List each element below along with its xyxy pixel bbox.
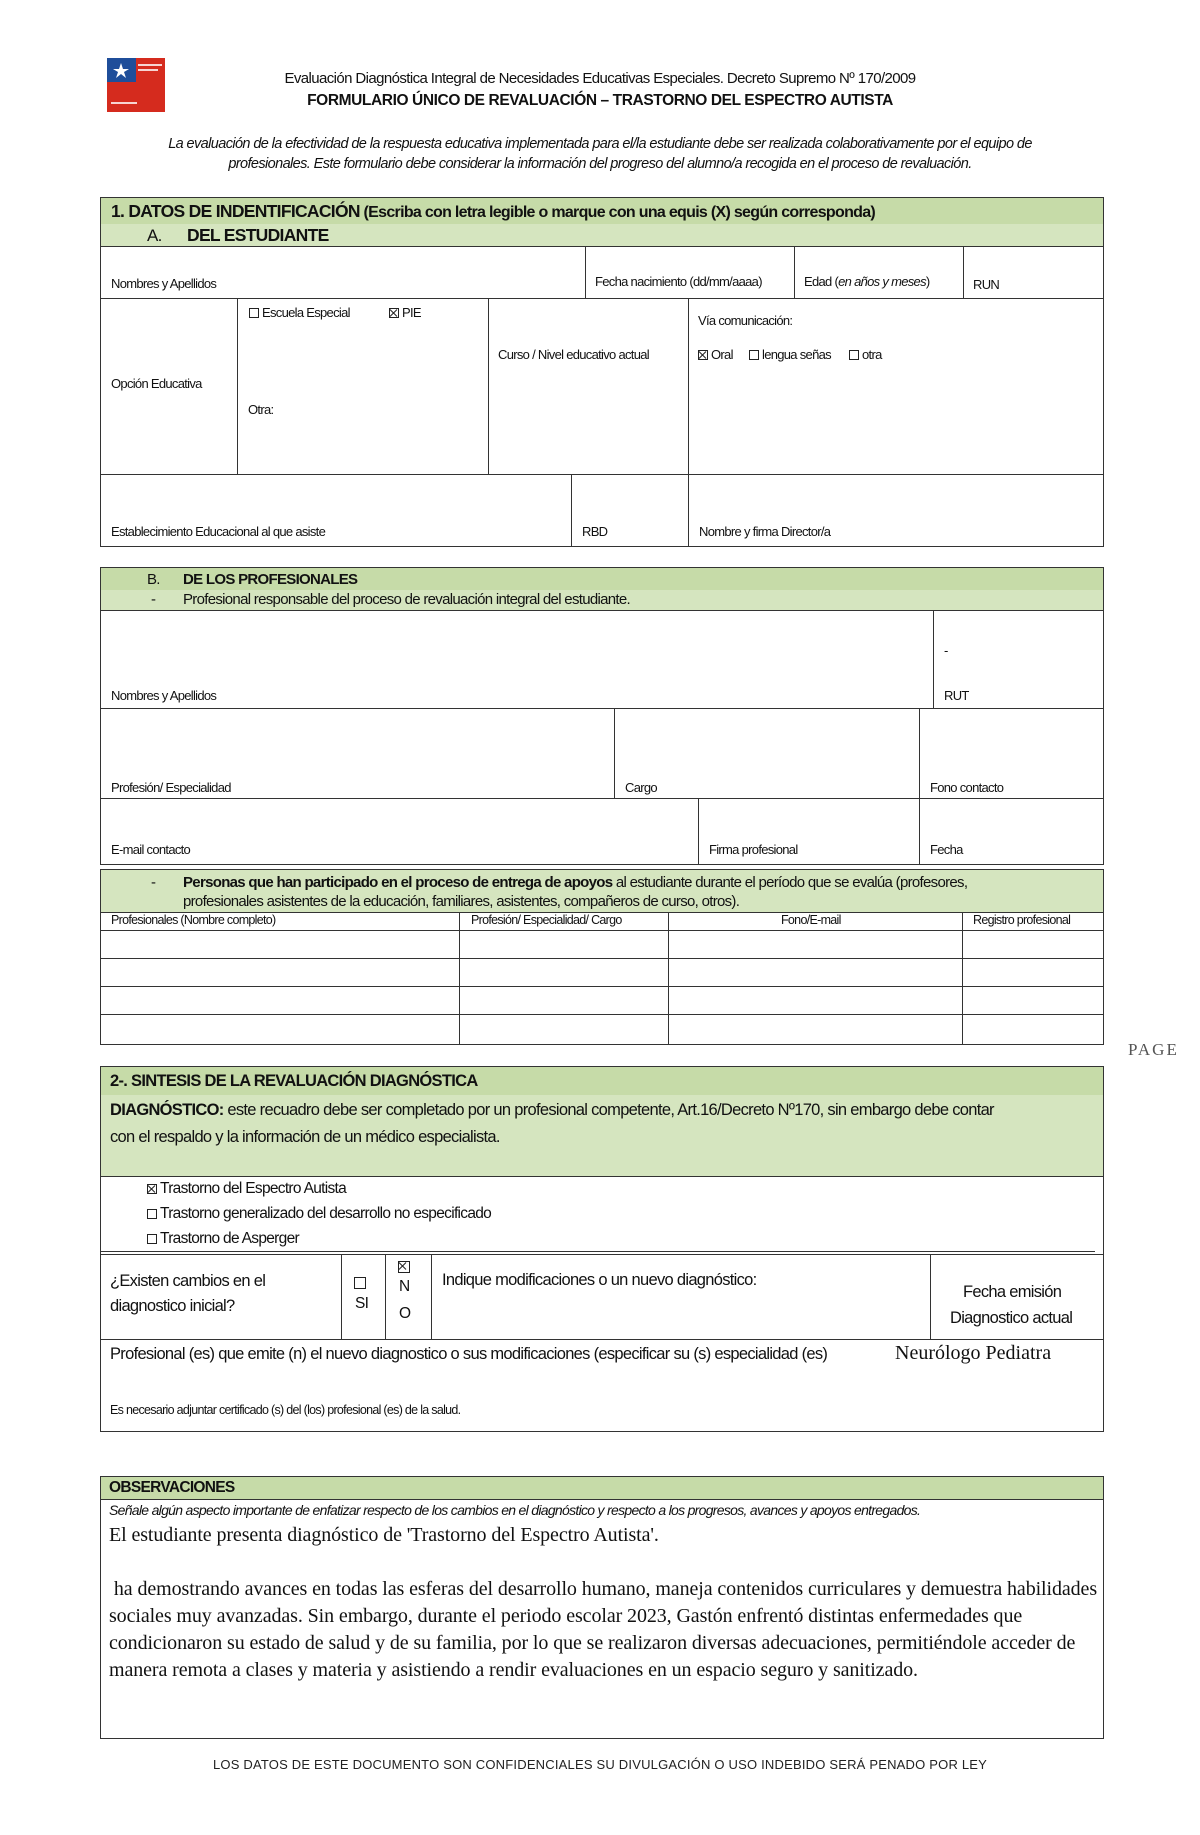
header-line-1: Evaluación Diagnóstica Integral de Necesidades Educativas Especiales. Decreto Supremo Nº 170/2009 [284, 70, 916, 87]
label-opcion-educativa: Opción Educativa [111, 376, 202, 391]
label-prof-nombres: Nombres y Apellidos [111, 688, 217, 703]
col-header-profesion: Profesión/ Especialidad/ Cargo [471, 913, 622, 927]
label-cambios: ¿Existen cambios en el [110, 1272, 266, 1290]
checkbox-lengua-senas[interactable]: lengua señas [749, 347, 831, 362]
footer-text: LOS DATOS DE ESTE DOCUMENTO SON CONFIDENCIALES SU DIVULGACIÓN O USO INDEBIDO SERÁ PENADO POR LEY [212, 1757, 988, 1772]
profesional-valor: Neurólogo Pediatra [895, 1342, 1052, 1364]
label-si: SI [355, 1295, 369, 1312]
student-row-1 [101, 246, 1103, 299]
label-fecha-emision: Fecha emisión [963, 1283, 1062, 1301]
label-cargo: Cargo [625, 780, 657, 795]
label-edad: Edad (en años y meses) [804, 274, 930, 289]
checkbox-otra-via[interactable]: otra [849, 347, 882, 362]
label-fecha-nacimiento: Fecha nacimiento (dd/mm/aaaa) [595, 274, 762, 289]
label-fecha-diagnostico: Diagnostico actual [950, 1309, 1073, 1327]
label-via-comunicacion: Vía comunicación: [698, 313, 793, 328]
label-nombres: Nombres y Apellidos [111, 276, 217, 291]
dash: - [151, 591, 156, 608]
label-curso: Curso / Nivel educativo actual [498, 347, 649, 362]
label-firma: Firma profesional [709, 842, 798, 857]
label-otra: Otra: [248, 402, 274, 417]
label-adjuntar: Es necesario adjuntar certificado (s) del (los) profesional (es) de la salud. [110, 1403, 461, 1417]
checkbox-escuela-especial[interactable]: Escuela Especial [249, 305, 350, 320]
label-establecimiento: Establecimiento Educacional al que asiste [111, 524, 326, 539]
label-fono: Fono contacto [930, 780, 1004, 795]
checkbox-pie[interactable]: PIE [389, 305, 421, 320]
checkbox-asperger[interactable]: Trastorno de Asperger [147, 1230, 299, 1248]
section-b-professionals [100, 567, 1104, 865]
label-rut: RUT [944, 688, 969, 703]
col-header-registro: Registro profesional [973, 913, 1071, 927]
section-2-diagnosis [100, 1066, 1104, 1432]
checkbox-no[interactable] [398, 1259, 413, 1277]
checkbox-icon [354, 1277, 366, 1289]
section-2-title: 2-. SINTESIS DE LA REVALUACIÓN DIAGNÓSTICA [110, 1072, 478, 1090]
observaciones-p2: ha demostrando avances en todas las esferas del desarrollo humano, maneja contenidos curriculares y demuestra habilidades sociales muy avanzadas. Sin embargo, durante el periodo escolar 2023, Gastón enfrentó distintas enfermedades que condicionaron su estado de salud y de su familia, por lo que se realizaron diversas adecuaciones, permitiéndole acceder de manera remota a clases y materia y asistiendo a rendir evaluaciones en un espacio seguro y sanitizado. [109, 1578, 1102, 1681]
checkbox-icon [249, 308, 259, 318]
checked-box-icon [698, 350, 708, 360]
checkbox-si[interactable] [354, 1275, 369, 1293]
label-director: Nombre y firma Director/a [699, 524, 831, 539]
section-1-title: 1. DATOS DE INDENTIFICACIÓN (Escriba con letra legible o marque con una equis (X) según corresponda) [111, 201, 876, 221]
personas-grid [101, 912, 1103, 1044]
observaciones-title: OBSERVACIONES [109, 1479, 235, 1496]
observaciones-hint: Señale algún aspecto importante de enfatizar respecto de los cambios en el diagnóstico y respecto a los progresos, avances y apoyos entregados. [109, 1502, 921, 1518]
observaciones-box [100, 1476, 1104, 1739]
checkbox-icon [749, 350, 759, 360]
checkbox-oral[interactable]: Oral [698, 347, 733, 362]
checkbox-tgd[interactable]: Trastorno generalizado del desarrollo no especificado [147, 1205, 491, 1223]
col-header-fono: Fono/E-mail [781, 913, 841, 927]
observaciones-p1: El estudiante presenta diagnóstico de 'Trastorno del Espectro Autista'. [109, 1524, 659, 1546]
diagnostico-text: DIAGNÓSTICO: este recuadro debe ser completado por un profesional competente, Art.16/Decreto Nº170, sin embargo debe contar [110, 1101, 994, 1119]
form-title: FORMULARIO ÚNICO DE REVALUACIÓN – TRASTORNO DEL ESPECTRO AUTISTA [307, 92, 893, 109]
section-b-letter: B. [147, 571, 160, 588]
checkbox-icon [849, 350, 859, 360]
checked-box-icon [389, 308, 399, 318]
checked-box-icon [398, 1261, 410, 1273]
page-mark: PAGE [1128, 1040, 1179, 1059]
personas-text: Personas que han participado en el proceso de entrega de apoyos al estudiante durante el período que se evalúa (profesores, [183, 874, 968, 891]
checkbox-tea[interactable]: Trastorno del Espectro Autista [147, 1180, 346, 1198]
rut-dash: - [944, 643, 948, 658]
label-indique: Indique modificaciones o un nuevo diagnóstico: [442, 1271, 757, 1289]
dash: - [151, 874, 156, 891]
personas-text-2: profesionales asistentes de la educación, familiares, asistentes, compañeros de curso, otros). [183, 893, 740, 910]
section-a-letter: A. [147, 226, 162, 245]
label-no-n: N [399, 1278, 410, 1295]
checkbox-icon [147, 1234, 157, 1244]
checkbox-icon [147, 1209, 157, 1219]
section-b-label: DE LOS PROFESIONALES [183, 571, 358, 588]
diagnostico-text-2: con el respaldo y la información de un médico especialista. [110, 1128, 500, 1146]
personas-table [100, 869, 1104, 1045]
prof-row-3 [101, 798, 1103, 864]
label-rbd: RBD [582, 524, 608, 539]
prof-row-1 [101, 610, 1103, 709]
student-row-2 [101, 298, 1103, 475]
section-a-label: DEL ESTUDIANTE [187, 225, 329, 245]
label-cambios-2: diagnostico inicial? [110, 1297, 235, 1315]
label-email: E-mail contacto [111, 842, 191, 857]
col-header-profesionales: Profesionales (Nombre completo) [111, 913, 276, 927]
prof-row-2 [101, 708, 1103, 799]
section-1-student [100, 197, 1104, 547]
label-no-o: O [399, 1305, 411, 1322]
label-fecha: Fecha [930, 842, 963, 857]
label-run: RUN [973, 277, 1000, 292]
cambios-row [101, 1254, 1103, 1340]
label-profesion: Profesión/ Especialidad [111, 780, 231, 795]
student-row-3 [101, 474, 1103, 546]
label-responsable: Profesional responsable del proceso de revaluación integral del estudiante. [183, 591, 630, 608]
checked-box-icon [147, 1184, 157, 1194]
intro-text: La evaluación de la efectividad de la respuesta educativa implementada para el/la estudiante debe ser realizada colaborativamente por el equipo de profesionales. Este formulario debe considerar la información del progreso del alumno/a recogida en el proceso de revaluación. [168, 136, 1032, 172]
label-profesional-emite: Profesional (es) que emite (n) el nuevo diagnostico o sus modificaciones (especificar su (s) especialidad (es) [110, 1345, 828, 1363]
